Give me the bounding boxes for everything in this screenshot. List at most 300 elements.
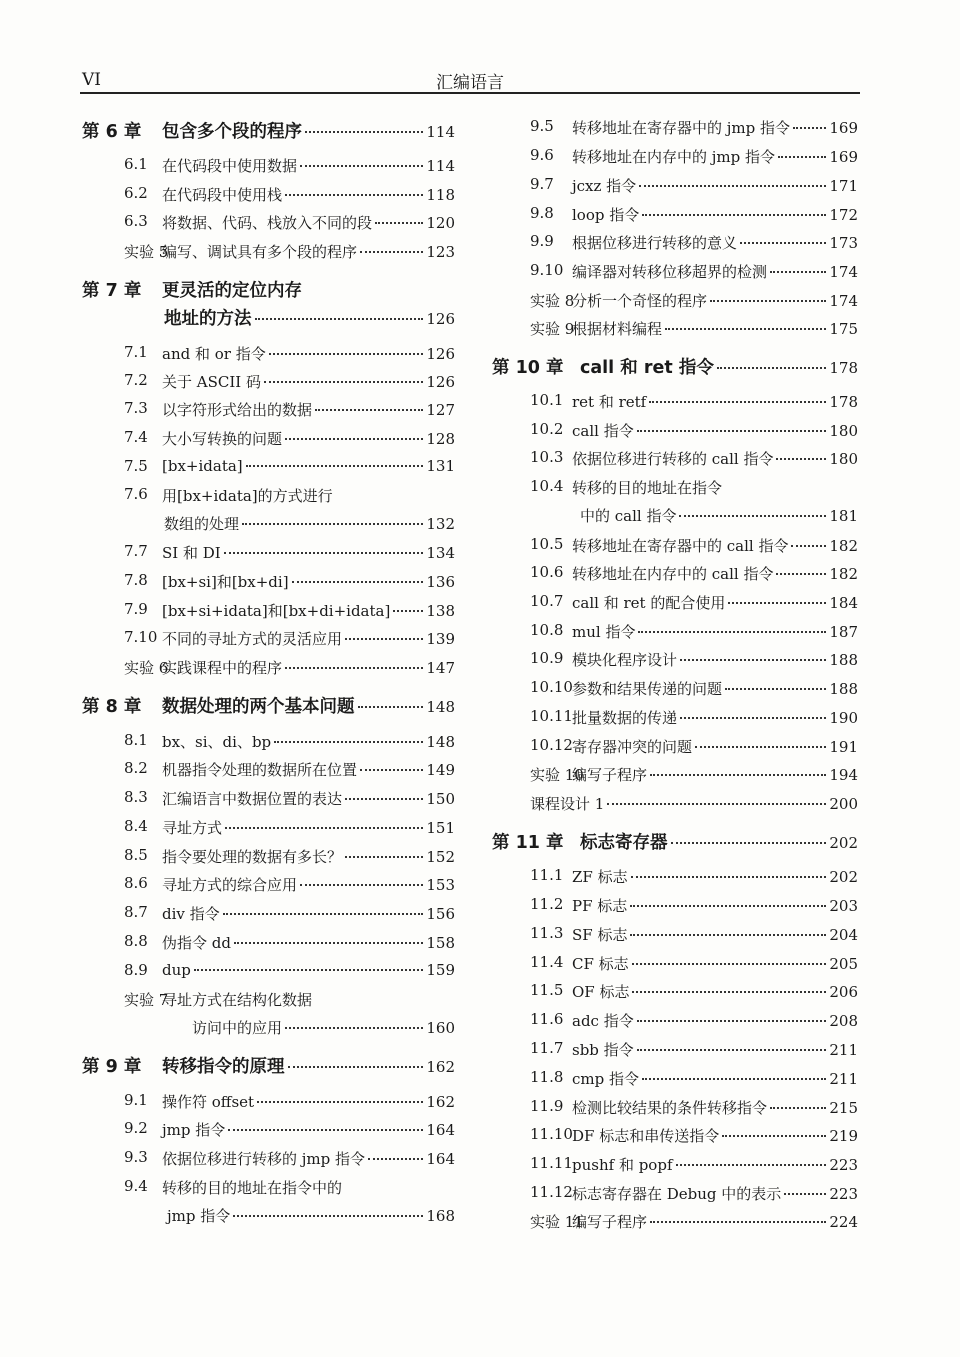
entry-page: 211 [829, 1041, 858, 1059]
dot-leader [233, 1215, 423, 1217]
entry-page: 134 [426, 544, 455, 562]
dot-leader [225, 827, 423, 829]
toc-section-entry [572, 420, 858, 446]
entry-page: 174 [829, 292, 858, 310]
dot-leader [728, 602, 826, 604]
toc-section-entry [572, 592, 858, 618]
entry-page: 169 [829, 119, 858, 137]
entry-page: 175 [829, 320, 858, 338]
section-number: 9.8 [530, 204, 554, 222]
entry-title: 操作符 offset [162, 1093, 255, 1111]
dot-leader [242, 523, 423, 525]
entry-title: 关于 ASCII 码 [162, 373, 261, 391]
entry-page: 160 [426, 1019, 455, 1037]
dot-leader [631, 876, 827, 878]
entry-title: 在代码段中使用栈 [162, 186, 283, 204]
entry-page: 191 [829, 738, 858, 756]
dot-leader [650, 774, 826, 776]
entry-page: 162 [426, 1093, 455, 1111]
dot-leader [360, 769, 423, 771]
entry-title: [bx+si+idata]和[bx+di+idata] [162, 602, 391, 620]
entry-page: 182 [829, 537, 858, 555]
entry-page: 123 [426, 243, 455, 261]
toc-section-entry [572, 895, 858, 921]
toc-section-entry [572, 175, 858, 201]
entry-page: 151 [426, 819, 455, 837]
toc-section-entry [162, 759, 455, 785]
chapter-number: 第 11 章 [492, 833, 564, 853]
entry-title: SF 标志 [572, 926, 628, 944]
section-number: 10.7 [530, 592, 564, 610]
toc-section-entry [572, 764, 858, 790]
entry-title-continued: 地址的方法 [164, 309, 252, 329]
toc-section-entry [162, 932, 455, 958]
entry-title: loop 指令 [572, 206, 640, 224]
toc-section-entry [162, 371, 455, 397]
dot-leader [632, 991, 826, 993]
entry-title: 标志寄存器在 Debug 中的表示 [572, 1185, 782, 1203]
toc-section-entry [572, 117, 858, 143]
toc-section-entry [162, 1148, 455, 1174]
entry-page: 147 [426, 659, 455, 677]
section-number: 11.10 [530, 1125, 573, 1143]
chapter-number: 第 9 章 [82, 1057, 142, 1077]
dot-leader [637, 1020, 827, 1022]
entry-page: 162 [426, 1058, 455, 1076]
entry-page: 114 [426, 157, 455, 175]
toc-section-entry [572, 707, 858, 733]
entry-page: 190 [829, 709, 858, 727]
section-number: 10.9 [530, 649, 564, 667]
toc-section-entry [162, 457, 455, 483]
entry-title: [bx+idata] [162, 457, 243, 475]
dot-leader [717, 367, 827, 369]
entry-page: 156 [426, 905, 455, 923]
dot-leader [770, 1107, 826, 1109]
section-number: 8.9 [124, 961, 148, 979]
section-number: 11.7 [530, 1039, 564, 1057]
section-number: 11.6 [530, 1010, 564, 1028]
entry-page: 181 [829, 507, 858, 525]
entry-title: 以字符形式给出的数据 [162, 401, 313, 419]
dot-leader [725, 688, 826, 690]
toc-section-entry [162, 184, 455, 210]
entry-title: 编写子程序 [572, 1213, 648, 1231]
entry-title: call 和 ret 指令 [580, 358, 714, 378]
entry-title: div 指令 [162, 905, 220, 923]
dot-leader [770, 271, 826, 273]
toc-section-entry [530, 793, 858, 819]
entry-page: 171 [829, 177, 858, 195]
dot-leader [305, 131, 423, 133]
dot-leader [676, 1164, 827, 1166]
toc-section-entry [572, 1211, 858, 1237]
dot-leader [776, 573, 826, 575]
dot-leader [274, 741, 423, 743]
dot-leader [649, 401, 826, 403]
entry-page: 149 [426, 761, 455, 779]
entry-title: jmp 指令 [162, 1121, 226, 1139]
entry-page: 188 [829, 680, 858, 698]
dot-leader [269, 353, 424, 355]
entry-title: 包含多个段的程序 [162, 122, 302, 142]
chapter-number: 第 7 章 [82, 281, 142, 301]
toc-section-entry [162, 1119, 455, 1145]
toc-section-entry [572, 924, 858, 950]
section-number: 11.4 [530, 953, 564, 971]
toc-section-entry [572, 563, 858, 589]
section-number: 7.1 [124, 343, 148, 361]
section-number: 10.5 [530, 535, 564, 553]
entry-title: 参数和结果传递的问题 [572, 680, 723, 698]
dot-leader [630, 934, 826, 936]
entry-page: 205 [829, 955, 858, 973]
section-number: 7.7 [124, 542, 148, 560]
entry-title: 编译器对转移位移超界的检测 [572, 263, 768, 281]
toc-section-entry [167, 1205, 455, 1231]
entry-page: 219 [829, 1127, 858, 1145]
toc-section-entry [162, 600, 455, 626]
dot-leader [345, 856, 423, 858]
section-number: 10.8 [530, 621, 564, 639]
entry-page: 223 [829, 1156, 858, 1174]
toc-section-entry [162, 399, 455, 425]
section-number: 实验 10 [530, 766, 584, 784]
dot-leader [285, 1027, 423, 1029]
entry-title: cmp 指令 [572, 1070, 639, 1088]
entry-title: ZF 标志 [572, 868, 628, 886]
section-number: 7.8 [124, 571, 148, 589]
entry-page: 138 [426, 602, 455, 620]
section-number: 9.9 [530, 232, 554, 250]
entry-title: 根据材料编程 [572, 320, 663, 338]
section-number: 8.1 [124, 731, 148, 749]
toc-section-entry [572, 448, 858, 474]
entry-title: 指令要处理的数据有多长？ [162, 848, 343, 866]
section-number: 10.1 [530, 391, 564, 409]
entry-title: DF 标志和串传送指令 [572, 1127, 720, 1145]
dot-leader [345, 798, 423, 800]
entry-title: 不同的寻址方式的灵活应用 [162, 630, 343, 648]
entry-page: 158 [426, 934, 455, 952]
entry-title-continued: jmp 指令 [167, 1207, 231, 1225]
entry-page: 202 [829, 834, 858, 852]
entry-page: 178 [829, 359, 858, 377]
dot-leader [650, 1221, 826, 1223]
dot-leader [637, 1049, 827, 1051]
entry-title: bx、si、di、bp [162, 733, 272, 751]
dot-leader [710, 300, 826, 302]
entry-title: sbb 指令 [572, 1041, 634, 1059]
section-number: 6.3 [124, 212, 148, 230]
entry-title: 寻址方式的综合应用 [162, 876, 298, 894]
dot-leader [632, 963, 827, 965]
entry-title: 根据位移进行转移的意义 [572, 234, 738, 252]
entry-page: 148 [426, 733, 455, 751]
entry-title: SI 和 DI [162, 544, 221, 562]
toc-section-entry [572, 678, 858, 704]
entry-page: 180 [829, 450, 858, 468]
entry-title: 寻址方式在结构化数据 [162, 991, 313, 1009]
dot-leader [776, 458, 826, 460]
section-number: 实验 5 [124, 243, 169, 261]
entry-title: 寄存器冲突的问题 [572, 738, 693, 756]
section-number: 7.3 [124, 399, 148, 417]
entry-title: 实践课程中的程序 [162, 659, 283, 677]
entry-page: 203 [829, 897, 858, 915]
toc-section-entry [162, 428, 455, 454]
section-number: 10.4 [530, 477, 564, 495]
entry-title-continued: 访问中的应用 [192, 1019, 283, 1037]
dot-leader [695, 746, 826, 748]
dot-leader [722, 1135, 826, 1137]
entry-page: 148 [426, 698, 455, 716]
entry-title: pushf 和 popf [572, 1156, 673, 1174]
section-number: 8.7 [124, 903, 148, 921]
section-number: 8.2 [124, 759, 148, 777]
section-number: 9.3 [124, 1148, 148, 1166]
section-number: 6.1 [124, 155, 148, 173]
dot-leader [784, 1193, 826, 1195]
toc-section-entry [572, 261, 858, 287]
toc-chapter-entry [162, 693, 455, 719]
entry-title: 标志寄存器 [580, 833, 668, 853]
entry-title: 依据位移进行转移的 jmp 指令 [162, 1150, 366, 1168]
section-number: 11.3 [530, 924, 564, 942]
dot-leader [680, 717, 826, 719]
toc-section-entry [572, 736, 858, 762]
entry-page: 224 [829, 1213, 858, 1231]
dot-leader [393, 610, 423, 612]
entry-title: call 指令 [572, 422, 634, 440]
toc-section-entry [572, 981, 858, 1007]
dot-leader [671, 842, 827, 844]
dot-leader [630, 905, 826, 907]
entry-page: 178 [829, 393, 858, 411]
toc-section-entry [192, 1017, 455, 1043]
toc-chapter-entry [580, 829, 858, 855]
entry-title: ret 和 retf [572, 393, 647, 411]
dot-leader [285, 667, 423, 669]
dot-leader [679, 515, 826, 517]
dot-leader [300, 884, 423, 886]
entry-page: 131 [426, 457, 455, 475]
toc-section-entry [572, 232, 858, 258]
entry-page: 118 [426, 186, 455, 204]
section-number: 8.8 [124, 932, 148, 950]
dot-leader [285, 194, 423, 196]
entry-title: call 和 ret 的配合使用 [572, 594, 726, 612]
toc-section-entry [580, 505, 858, 531]
toc-chapter-entry [164, 305, 455, 331]
dot-leader [223, 913, 424, 915]
section-number: 9.1 [124, 1091, 148, 1109]
entry-page: 223 [829, 1185, 858, 1203]
dot-leader [257, 1101, 423, 1103]
section-number: 实验 7 [124, 991, 169, 1009]
dot-leader [368, 1158, 423, 1160]
toc-section-entry [572, 1183, 858, 1209]
toc-section-entry [162, 343, 455, 369]
entry-page: 169 [829, 148, 858, 166]
toc-section-entry [572, 1068, 858, 1094]
entry-page: 208 [829, 1012, 858, 1030]
entry-page: 194 [829, 766, 858, 784]
toc-section-entry [572, 535, 858, 561]
page-number: VI [82, 70, 101, 90]
entry-page: 168 [426, 1207, 455, 1225]
chapter-number: 第 10 章 [492, 358, 564, 378]
entry-page: 120 [426, 214, 455, 232]
toc-section-entry [572, 866, 858, 892]
entry-page: 180 [829, 422, 858, 440]
section-number: 11.8 [530, 1068, 564, 1086]
entry-page: 153 [426, 876, 455, 894]
section-number: 7.4 [124, 428, 148, 446]
toc-section-entry [164, 513, 455, 539]
entry-title: 依据位移进行转移的 call 指令 [572, 450, 774, 468]
entry-title: jcxz 指令 [572, 177, 637, 195]
entry-title: 分析一个奇怪的程序 [572, 292, 708, 310]
toc-section-entry [162, 846, 455, 872]
entry-title: adc 指令 [572, 1012, 634, 1030]
toc-section-entry [572, 649, 858, 675]
section-number: 10.10 [530, 678, 573, 696]
dot-leader [345, 638, 423, 640]
section-number: 9.4 [124, 1177, 148, 1195]
dot-leader [680, 659, 826, 661]
entry-page: 172 [829, 206, 858, 224]
toc-section-entry [162, 817, 455, 843]
dot-leader [740, 242, 826, 244]
entry-title: PF 标志 [572, 897, 628, 915]
entry-page: 132 [426, 515, 455, 533]
section-number: 10.12 [530, 736, 573, 754]
entry-title: [bx+si]和[bx+di] [162, 573, 289, 591]
entry-page: 127 [426, 401, 455, 419]
section-number: 9.5 [530, 117, 554, 135]
section-number: 6.2 [124, 184, 148, 202]
dot-leader [246, 465, 424, 467]
toc-chapter-entry [162, 1053, 455, 1079]
toc-section-entry [572, 318, 858, 344]
dot-leader [607, 803, 826, 805]
section-number: 11.12 [530, 1183, 573, 1201]
entry-title: 在代码段中使用数据 [162, 157, 298, 175]
entry-page: 128 [426, 430, 455, 448]
entry-title: and 和 or 指令 [162, 345, 266, 363]
entry-title: 模块化程序设计 [572, 651, 678, 669]
toc-section-entry [162, 628, 455, 654]
entry-page: 126 [426, 373, 455, 391]
dot-leader [358, 706, 424, 708]
entry-title: 编写子程序 [572, 766, 648, 784]
section-number: 10.11 [530, 707, 573, 725]
section-number: 8.6 [124, 874, 148, 892]
chapter-number: 第 8 章 [82, 697, 142, 717]
entry-page: 202 [829, 868, 858, 886]
toc-section-entry [162, 212, 455, 238]
section-number: 9.7 [530, 175, 554, 193]
page-header [80, 62, 860, 92]
section-number: 9.6 [530, 146, 554, 164]
dot-leader [234, 942, 423, 944]
toc-section-entry [572, 953, 858, 979]
dot-leader [642, 214, 826, 216]
toc-section-entry [572, 146, 858, 172]
toc-section-entry [162, 1091, 455, 1117]
toc-section-entry [162, 961, 455, 987]
toc-section-entry [162, 731, 455, 757]
entry-title: 寻址方式 [162, 819, 223, 837]
section-number: 7.6 [124, 485, 148, 503]
entry-page: 164 [426, 1150, 455, 1168]
section-number: 实验 8 [530, 292, 575, 310]
entry-page: 204 [829, 926, 858, 944]
dot-leader [639, 185, 826, 187]
toc-section-entry [162, 903, 455, 929]
entry-title: dup [162, 961, 191, 979]
entry-page: 174 [829, 263, 858, 281]
dot-leader [224, 552, 424, 554]
toc-section-entry [572, 1097, 858, 1123]
toc-section-entry [572, 391, 858, 417]
entry-title: 更灵活的定位内存 [162, 281, 302, 301]
dot-leader [665, 328, 826, 330]
entry-title: 大小写转换的问题 [162, 430, 283, 448]
entry-title: 用[bx+idata]的方式进行 [162, 487, 333, 505]
section-number: 9.10 [530, 261, 564, 279]
entry-title: 转移的目的地址在指令 [572, 479, 723, 497]
entry-page: 182 [829, 565, 858, 583]
entry-title: 转移的目的地址在指令中的 [162, 1179, 343, 1197]
toc-section-entry [572, 1125, 858, 1151]
entry-page: 200 [829, 795, 858, 813]
toc-section-entry [162, 542, 455, 568]
section-number: 11.5 [530, 981, 564, 999]
toc-section-entry [572, 621, 858, 647]
dot-leader [194, 969, 423, 971]
section-number: 11.2 [530, 895, 564, 913]
entry-title: 转移地址在内存中的 jmp 指令 [572, 148, 776, 166]
entry-page: 159 [426, 961, 455, 979]
section-number: 实验 11 [530, 1213, 584, 1231]
section-number: 10.3 [530, 448, 564, 466]
section-number: 11.11 [530, 1154, 573, 1172]
dot-leader [255, 318, 424, 320]
entry-page: 211 [829, 1070, 858, 1088]
entry-page: 187 [829, 623, 858, 641]
entry-title: 机器指令处理的数据所在位置 [162, 761, 358, 779]
toc-section-entry [162, 241, 455, 267]
entry-title: 汇编语言中数据位置的表达 [162, 790, 343, 808]
section-number: 8.4 [124, 817, 148, 835]
section-number: 7.10 [124, 628, 158, 646]
toc-section-entry [572, 204, 858, 230]
entry-title: 伪指令 dd [162, 934, 231, 952]
entry-page: 114 [426, 123, 455, 141]
section-number: 10.6 [530, 563, 564, 581]
entry-page: 139 [426, 630, 455, 648]
dot-leader [791, 545, 826, 547]
entry-title: 数据处理的两个基本问题 [162, 697, 355, 717]
dot-leader [360, 251, 423, 253]
dot-leader [292, 581, 424, 583]
dot-leader [793, 127, 826, 129]
chapter-number: 第 6 章 [82, 122, 142, 142]
entry-page: 150 [426, 790, 455, 808]
entry-title: 转移地址在寄存器中的 call 指令 [572, 537, 789, 555]
